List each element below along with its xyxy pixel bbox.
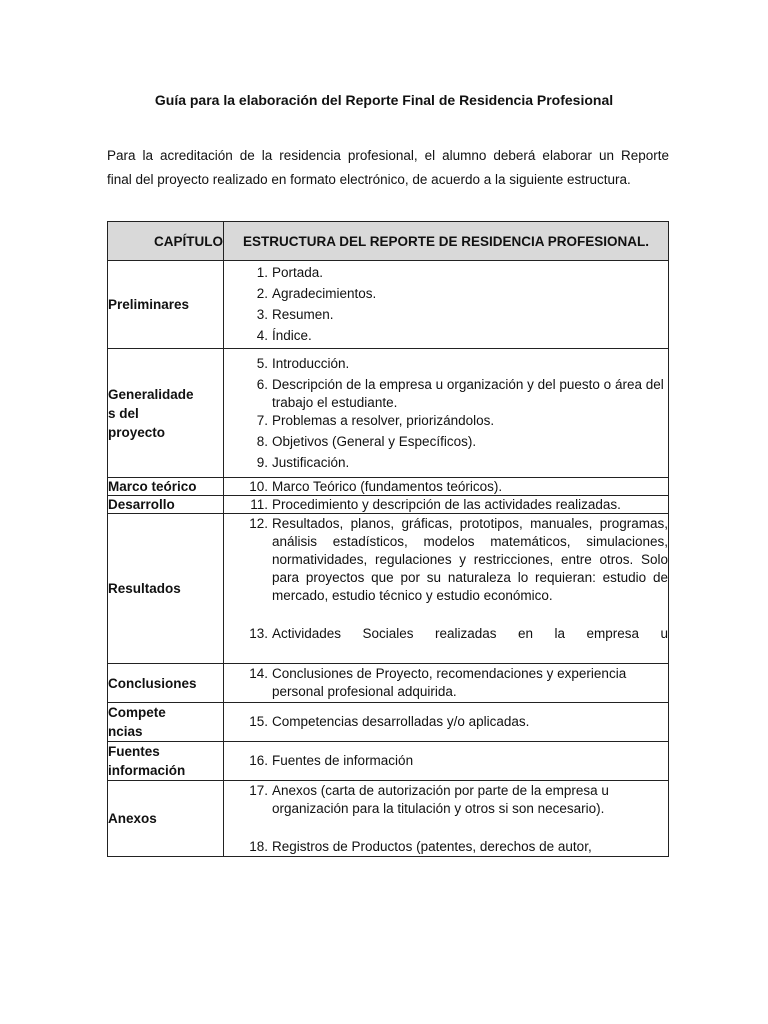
items-cell — [224, 349, 669, 478]
item-number: 13. — [249, 626, 268, 641]
document-title: Guía para la elaboración del Reporte Final de Residencia Profesional — [154, 92, 614, 108]
item-number: 2. — [256, 286, 268, 301]
item-text: Problemas a resolver, priorizándolos. — [272, 412, 495, 428]
list-item — [224, 376, 668, 412]
chapter-anexos: Anexos — [108, 781, 224, 857]
items-cell — [224, 514, 669, 664]
item-text: Descripción de la empresa u organización y del puesto o área del trabajo el estudiante. — [272, 376, 664, 410]
item-text: Índice. — [272, 328, 312, 343]
list-item — [224, 625, 668, 643]
chapter-line: proyecto — [108, 424, 166, 440]
item-text: Competencias desarrolladas y/o aplicadas. — [272, 714, 530, 729]
items-cell — [224, 781, 669, 857]
report-structure-table — [107, 221, 669, 857]
list-item — [224, 454, 668, 472]
items-cell — [224, 703, 669, 742]
chapter-preliminares: Preliminares — [108, 261, 224, 349]
item-text: Resumen. — [272, 307, 334, 322]
item-text: Portada. — [272, 265, 324, 280]
list-item — [224, 479, 668, 495]
intro-paragraph — [107, 144, 669, 192]
list-item — [224, 665, 668, 701]
item-number: 17. — [249, 783, 268, 798]
item-number: 14. — [249, 666, 268, 681]
intro-line-1: Para la acreditación de la residencia profesional, el alumno deberá elaborar un Reporte — [107, 148, 669, 163]
table-row — [108, 703, 669, 742]
item-number: 8. — [256, 433, 268, 449]
list-item — [224, 355, 668, 373]
table-row — [108, 514, 669, 664]
item-number: 3. — [256, 307, 268, 322]
item-text: Resultados, planos, gráficas, prototipos, manuales, programas, análisis estadísticos, modelos matemáticos, simulaciones, normatividades, regulaciones y restricciones, entre otros. Solo para proyectos que por su naturaleza lo requieran: estudio de mercado, estudio técnico y estudio económico. — [272, 516, 668, 603]
chapter-line: información — [108, 763, 186, 778]
list-item — [224, 285, 668, 303]
chapter-line: Compete — [108, 705, 166, 720]
list-item — [224, 412, 668, 430]
list-item — [224, 782, 668, 818]
table-row — [108, 261, 669, 349]
table-row — [108, 496, 669, 514]
list-item — [224, 515, 668, 605]
chapter-generalidades — [108, 349, 224, 478]
chapter-competencias — [108, 703, 224, 742]
items-cell — [224, 496, 669, 514]
table-row — [108, 781, 669, 857]
item-number: 9. — [256, 454, 268, 470]
item-number: 15. — [249, 714, 268, 729]
chapter-marco-teorico: Marco teórico — [108, 478, 224, 496]
items-cell — [224, 742, 669, 781]
list-item — [224, 497, 668, 513]
chapter-line: s del — [108, 405, 139, 421]
table-header-row — [108, 222, 669, 261]
list-item — [224, 264, 668, 282]
list-item — [224, 713, 668, 731]
item-number: 6. — [256, 376, 268, 392]
items-cell — [224, 261, 669, 349]
item-number: 16. — [249, 753, 268, 768]
item-text: Justificación. — [272, 454, 350, 470]
item-text: Procedimiento y descripción de las actividades realizadas. — [272, 496, 621, 512]
intro-line-2: final del proyecto realizado en formato electrónico, de acuerdo a la siguiente estructura. — [107, 172, 631, 187]
list-item — [224, 433, 668, 451]
chapter-line: ncias — [108, 724, 143, 739]
item-text: Actividades Sociales realizadas en la empresa u — [272, 626, 668, 641]
table-row — [108, 349, 669, 478]
list-item — [224, 327, 668, 345]
list-item — [224, 306, 668, 324]
chapter-conclusiones: Conclusiones — [108, 664, 224, 703]
item-text: Objetivos (General y Específicos). — [272, 433, 477, 449]
item-number: 7. — [256, 412, 268, 428]
item-text: Agradecimientos. — [272, 286, 377, 301]
chapter-line: Generalidade — [108, 386, 194, 402]
item-number: 10. — [249, 478, 268, 494]
chapter-resultados: Resultados — [108, 514, 224, 664]
table-row — [108, 664, 669, 703]
item-text: Introducción. — [272, 355, 350, 371]
table-row — [108, 742, 669, 781]
item-text: Anexos (carta de autorización por parte de la empresa u organización para la titulación y otros si son necesario). — [272, 783, 609, 816]
item-number: 18. — [249, 839, 268, 854]
items-cell — [224, 664, 669, 703]
item-number: 5. — [256, 355, 268, 371]
item-number: 1. — [256, 265, 268, 280]
header-chapter: CAPÍTULO — [108, 222, 224, 261]
item-text: Conclusiones de Proyecto, recomendaciones y experiencia personal profesional adquirida. — [272, 666, 627, 699]
item-text: Fuentes de información — [272, 753, 414, 768]
items-cell — [224, 478, 669, 496]
chapter-fuentes — [108, 742, 224, 781]
item-number: 12. — [249, 516, 268, 531]
item-text: Marco Teórico (fundamentos teóricos). — [272, 478, 503, 494]
list-item — [224, 838, 668, 856]
chapter-desarrollo: Desarrollo — [108, 496, 224, 514]
item-number: 4. — [256, 328, 268, 343]
chapter-line: Fuentes — [108, 744, 160, 759]
list-item — [224, 752, 668, 770]
item-text: Registros de Productos (patentes, derechos de autor, — [272, 839, 592, 854]
table-row — [108, 478, 669, 496]
item-number: 11. — [250, 496, 268, 512]
header-structure: ESTRUCTURA DEL REPORTE DE RESIDENCIA PROFESIONAL. — [224, 222, 669, 261]
